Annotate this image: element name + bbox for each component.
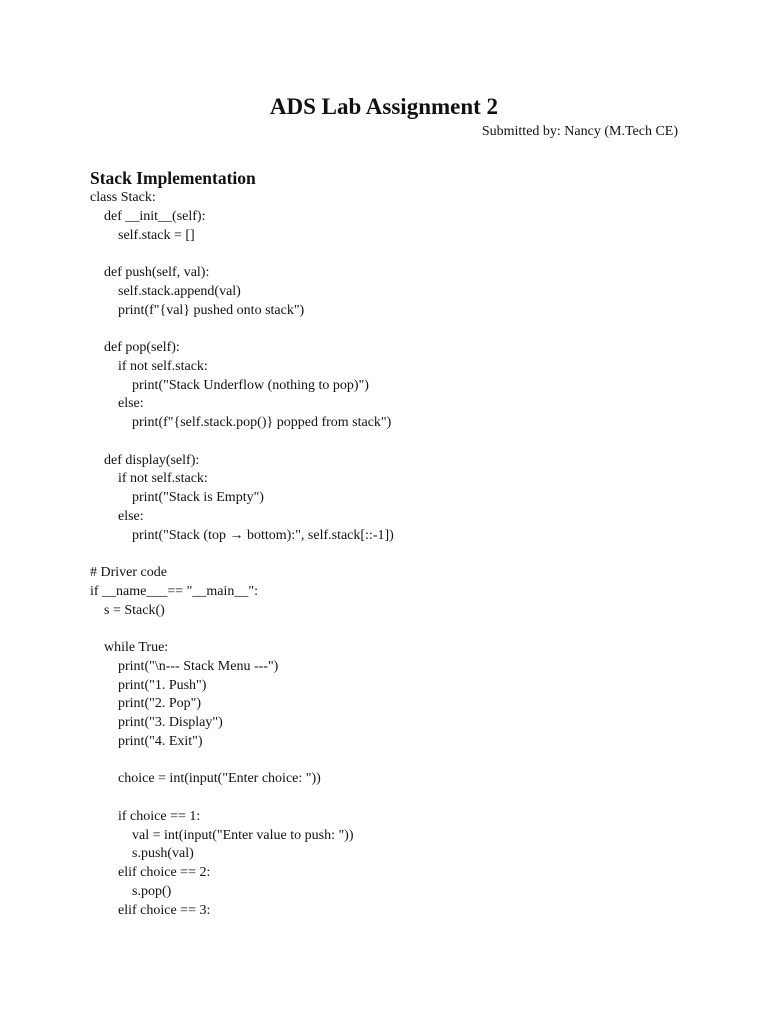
code-line: print("2. Pop") <box>90 696 201 712</box>
code-line: if __name___== "__main__": <box>90 583 258 599</box>
code-line: print("\n--- Stack Menu ---") <box>90 658 279 674</box>
code-line: print("4. Exit") <box>90 733 203 749</box>
code-line <box>90 245 690 264</box>
code-block <box>90 189 690 920</box>
code-line: else: <box>90 508 144 524</box>
code-line: # Driver code <box>90 565 167 580</box>
code-line: else: <box>90 396 144 412</box>
code-line: val = int(input("Enter value to push: ")) <box>90 827 354 843</box>
code-line <box>90 789 690 808</box>
code-line: print(f"{self.stack.pop()} popped from stack") <box>90 415 392 430</box>
code-line: if not self.stack: <box>90 358 208 374</box>
code-line: self.stack = [] <box>90 227 195 243</box>
section-heading: Stack Implementation <box>90 168 256 188</box>
code-line: if not self.stack: <box>90 471 208 487</box>
code-line: print("Stack (top → bottom):", self.stack[::-1]) <box>90 527 394 543</box>
submitted-by-line: Submitted by: Nancy (M.Tech CE) <box>481 124 678 139</box>
code-line: if choice == 1: <box>90 808 201 824</box>
code-line <box>90 433 690 452</box>
code-line: print("Stack is Empty") <box>90 490 264 505</box>
code-line: print("Stack Underflow (nothing to pop)") <box>90 377 369 393</box>
code-line: elif choice == 3: <box>90 902 211 918</box>
code-line <box>90 752 690 771</box>
code-line: self.stack.append(val) <box>90 283 241 299</box>
code-line: choice = int(input("Enter choice: ")) <box>90 771 321 787</box>
code-line: s.pop() <box>90 883 172 899</box>
code-line: while True: <box>90 640 169 655</box>
code-line <box>90 545 690 564</box>
code-line: s.push(val) <box>90 846 194 862</box>
code-line: def pop(self): <box>90 340 180 355</box>
code-line <box>90 620 690 639</box>
code-line: s = Stack() <box>90 602 165 618</box>
code-line: def push(self, val): <box>90 265 210 280</box>
code-line <box>90 320 690 339</box>
code-line: class Stack: <box>90 190 156 205</box>
code-line: print(f"{val} pushed onto stack") <box>90 302 305 318</box>
document-title: ADS Lab Assignment 2 <box>269 94 499 119</box>
code-line: def display(self): <box>90 452 200 468</box>
code-line: print("1. Push") <box>90 677 207 693</box>
code-line: def __init__(self): <box>90 208 206 224</box>
code-line: print("3. Display") <box>90 715 223 730</box>
code-line: elif choice == 2: <box>90 865 211 880</box>
